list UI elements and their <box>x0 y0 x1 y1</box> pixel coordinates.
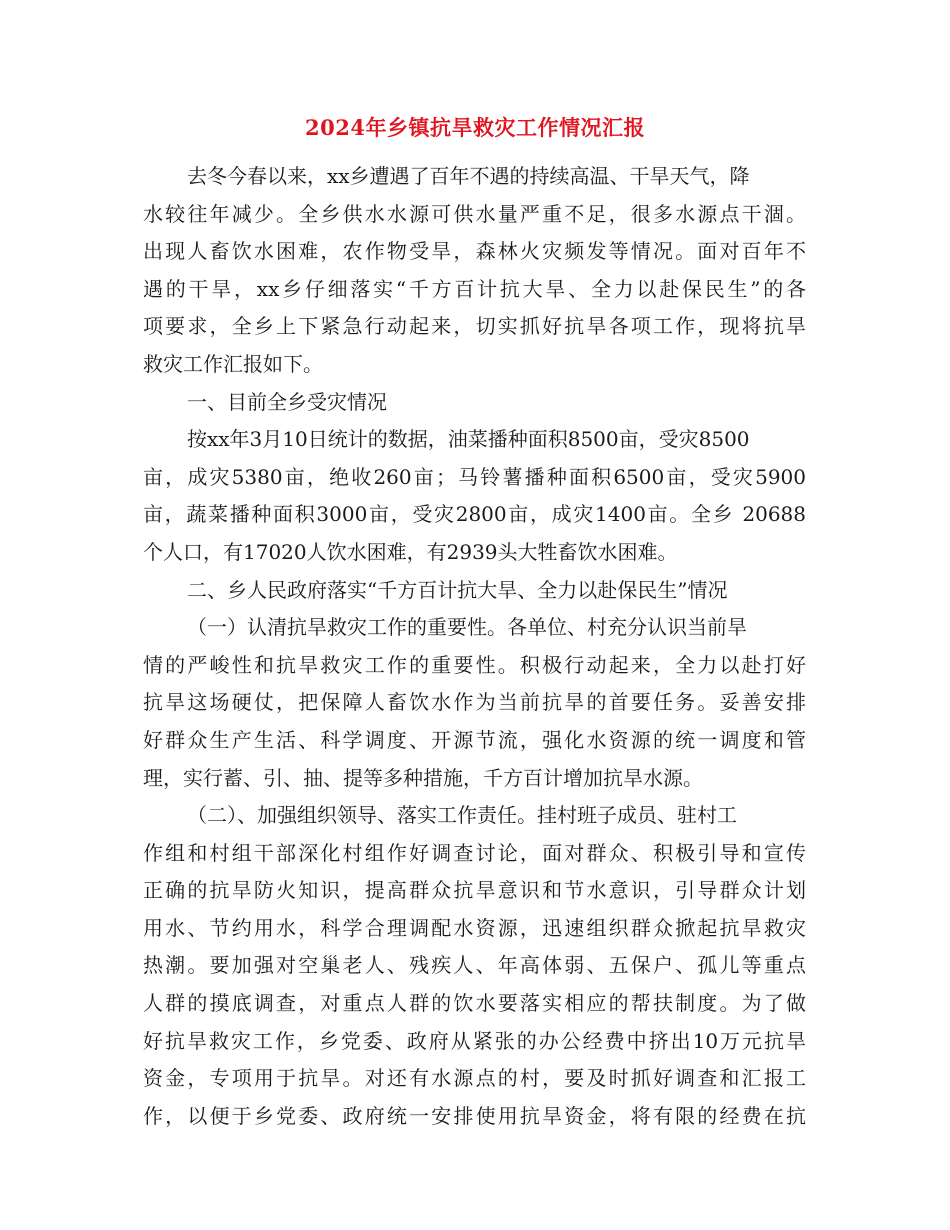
paragraph-line: （一）认清抗旱救灾工作的重要性。各单位、村充分认识当前旱 <box>187 615 747 640</box>
paragraph-line: （二）、加强组织领导、落实工作责任。挂村班子成员、驻村工 <box>187 803 737 828</box>
paragraph-line: 项要求，全乡上下紧急行动起来，切实抓好抗旱各项工作，现将抗旱 <box>143 314 806 339</box>
paragraph-line: 人群的摸底调查，对重点人群的饮水要落实相应的帮扶制度。为了做 <box>143 991 806 1016</box>
paragraph-line: 好抗旱救灾工作，乡党委、政府从紧张的办公经费中挤出10万元抗旱 <box>143 1028 806 1053</box>
document-title: 2024年乡镇抗旱救灾工作情况汇报 <box>305 115 645 140</box>
paragraph-line: 情的严峻性和抗旱救灾工作的重要性。积极行动起来，全力以赴打好 <box>143 652 806 677</box>
paragraph-line: 个人口，有17020人饮水困难，有2939头大牲畜饮水困难。 <box>143 539 678 564</box>
paragraph-line: 热潮。要加强对空巢老人、残疾人、年高体弱、五保户、孤儿等重点 <box>143 953 806 978</box>
paragraph-line: 去冬今春以来，xx乡遭遇了百年不遇的持续高温、干旱天气，降 <box>187 164 750 188</box>
paragraph-line: 用水、节约用水，科学合理调配水资源，迅速组织群众掀起抗旱救灾 <box>143 915 806 940</box>
paragraph-line: 救灾工作汇报如下。 <box>143 351 323 376</box>
paragraph-line: 正确的抗旱防火知识，提高群众抗旱意识和节水意识，引导群众计划 <box>143 878 806 903</box>
paragraph-line: 作组和村组干部深化村组作好调查讨论，面对群众、积极引导和宣传 <box>143 840 806 865</box>
paragraph-line: 抗旱这场硬仗，把保障人畜饮水作为当前抗旱的首要任务。妥善安排 <box>143 690 806 715</box>
paragraph-line: 水较往年减少。全乡供水水源可供水量严重不足，很多水源点干涸。 <box>143 201 806 226</box>
paragraph-line: 作，以便于乡党委、政府统一安排使用抗旱资金，将有限的经费在抗 <box>143 1103 806 1128</box>
paragraph-line: 亩，成灾5380亩，绝收260亩；马铃薯播种面积6500亩，受灾5900 <box>143 464 806 489</box>
paragraph-line: 遇的干旱，xx乡仔细落实“千方百计抗大旱、全力以赴保民生”的各 <box>143 276 806 301</box>
paragraph-line: 按xx年3月10日统计的数据，油菜播种面积8500亩，受灾8500 <box>187 427 750 452</box>
section-heading: 一、目前全乡受灾情况 <box>187 389 387 414</box>
paragraph-line: 亩，蔬菜播种面积3000亩，受灾2800亩，成灾1400亩。全乡 20688 <box>143 502 806 527</box>
paragraph-line: 出现人畜饮水困难，农作物受旱，森林火灾频发等情况。面对百年不 <box>143 239 806 264</box>
section-heading: 二、乡人民政府落实“千方百计抗大旱、全力以赴保民生”情况 <box>187 577 728 602</box>
paragraph-line: 理，实行蓄、引、抽、提等多种措施，千方百计增加抗旱水源。 <box>143 765 703 790</box>
paragraph-line: 好群众生产生活、科学调度、开源节流，强化水资源的统一调度和管 <box>143 727 806 752</box>
document-body <box>143 158 806 1135</box>
paragraph-line: 资金，专项用于抗旱。对还有水源点的村，要及时抓好调查和汇报工 <box>143 1066 806 1091</box>
